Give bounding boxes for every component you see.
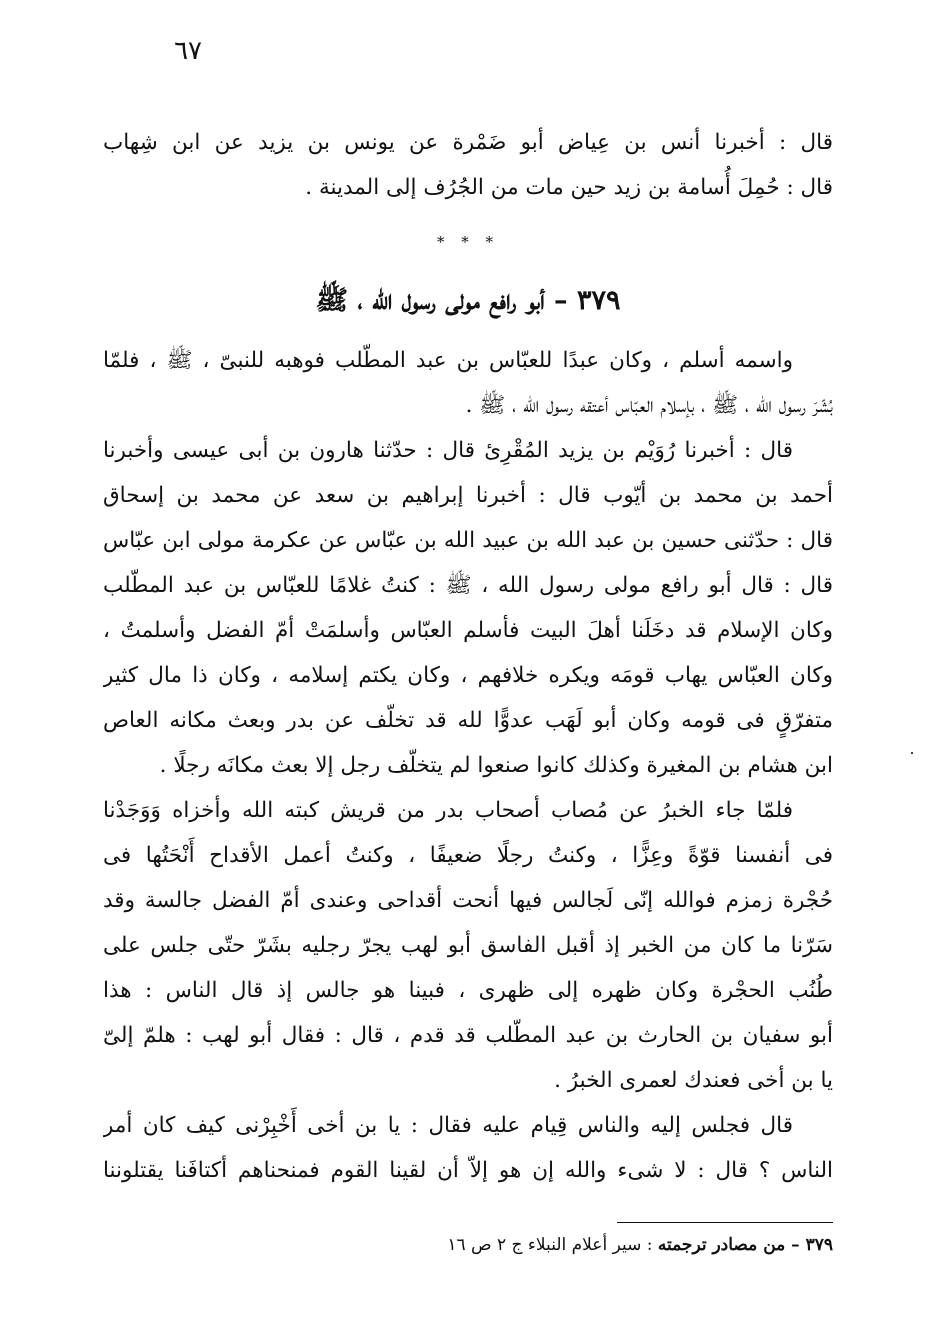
entry-heading: ٣٧٩ – أبو رافع مولى رسول الله ، ﷺ xyxy=(315,285,621,316)
text-line: حُجْرة زمزم فوالله إنّى لَجالس فيها أنحت أقداحى وعندى أمّ الفضل جالسة وقد xyxy=(103,888,833,913)
text-line: الناس ؟ قال : لا شىء والله إن هو إلاّ أن لقينا القوم فمنحناهم أكتافَنا يقتلوننا xyxy=(103,1158,833,1183)
text-line: سَرّنا ما كان من الخبر إذ أقبل الفاسق أبو لهب يجرّ رجليه بشَرّ حتّى جلس على xyxy=(103,933,833,958)
text-line: فلمّا جاء الخبرُ عن مُصاب أصحاب بدر من قريش كبته الله وأخزاه وَوَجَدْنا xyxy=(103,798,793,823)
text-line: قال : حُمِلَ أُسامة بن زيد حين مات من الجُرُف إلى المدينة . xyxy=(305,175,833,200)
text-line: قال : أخبرنا رُوَيْم بن يزيد المُقْرِئ قال : حدّثنا هارون بن أبى عيسى وأخبرنا xyxy=(103,438,793,463)
text-line: يا بن أخى فعندك لعمرى الخبرُ . xyxy=(554,1068,833,1093)
text-line: متفرّقٍ فى قومه وكان أبو لَهَب عدوًّا لله قد تخلّف عن بدر وبعث مكانه العاص xyxy=(103,708,833,733)
text-line: قال : حدّثنى حسين بن عبد الله بن عبيد الله بن عبّاس عن عكرمة مولى ابن عبّاس xyxy=(103,528,833,553)
text-line: وكان العبّاس يهاب قومَه ويكره خلافهم ، وكان يكتم إسلامه ، وكان ذا مال كثير xyxy=(103,663,833,688)
paragraph xyxy=(103,338,833,428)
footnote-label: ٣٧٩ – من مصادر ترجمته xyxy=(657,1235,833,1255)
footnote-divider xyxy=(617,1222,833,1223)
page-number: ٦٧ xyxy=(174,36,202,66)
text-line: بُشّرَ رسول الله ، ﷺ ، بإسلام العبّاس أعتقه رسول الله ، ﷺ . xyxy=(465,393,833,418)
text-line: أبو سفيان بن الحارث بن عبد المطّلب قد قدم ، قال : فقال أبو لهب : هلمّ إلىّ xyxy=(103,1023,833,1048)
text-line: فى أنفسنا قوّةً وعِزًّا ، وكنتُ رجلًا ضعيفًا ، وكنتُ أعمل الأقداح أَنْحَتُها فى xyxy=(103,843,833,868)
text-line: وكان الإسلام قد دخَلَنا أهلَ البيت فأسلم العبّاس وأسلمَتْ أمّ الفضل وأسلمتُ ، xyxy=(103,618,833,643)
text-line: ابن هشام بن المغيرة وكذلك كانوا صنعوا لم يتخلّف رجل إلا بعث مكانَه رجلًا . xyxy=(159,753,833,778)
text-line: واسمه أسلم ، وكان عبدًا للعبّاس بن عبد المطّلب فوهبه للنبىّ ، ﷺ ، فلمّا xyxy=(103,348,793,373)
page-body xyxy=(103,120,833,1193)
paragraph xyxy=(103,788,833,1103)
top-paragraph xyxy=(103,120,833,210)
text-line: قال : قال أبو رافع مولى رسول الله ، ﷺ : كنتُ غلامًا للعبّاس بن عبد المطّلب xyxy=(103,573,833,598)
footnote-text: : سير أعلام النبلاء ج ٢ ص ١٦ xyxy=(447,1235,658,1255)
section-separator: * * * xyxy=(436,233,500,251)
text-line: قال : أخبرنا أنس بن عِياض أبو ضَمْرة عن يونس بن يزيد عن ابن شِهاب xyxy=(103,130,833,155)
footnote xyxy=(333,1232,833,1258)
text-line: أحمد بن محمد بن أيّوب قال : أخبرنا إبراهيم بن سعد عن محمد بن إسحاق xyxy=(103,483,833,508)
paragraph xyxy=(103,1103,833,1193)
text-line: طُنُب الحجْرة وكان ظهره إلى ظهرى ، فبينا هو جالس إذ قال الناس : هذا xyxy=(103,978,833,1003)
paragraph xyxy=(103,428,833,788)
scan-speck xyxy=(911,752,913,754)
text-line: قال فجلس إليه والناس قِيام عليه فقال : يا بن أخى أَخْبِرْنى كيف كان أمر xyxy=(103,1113,793,1138)
